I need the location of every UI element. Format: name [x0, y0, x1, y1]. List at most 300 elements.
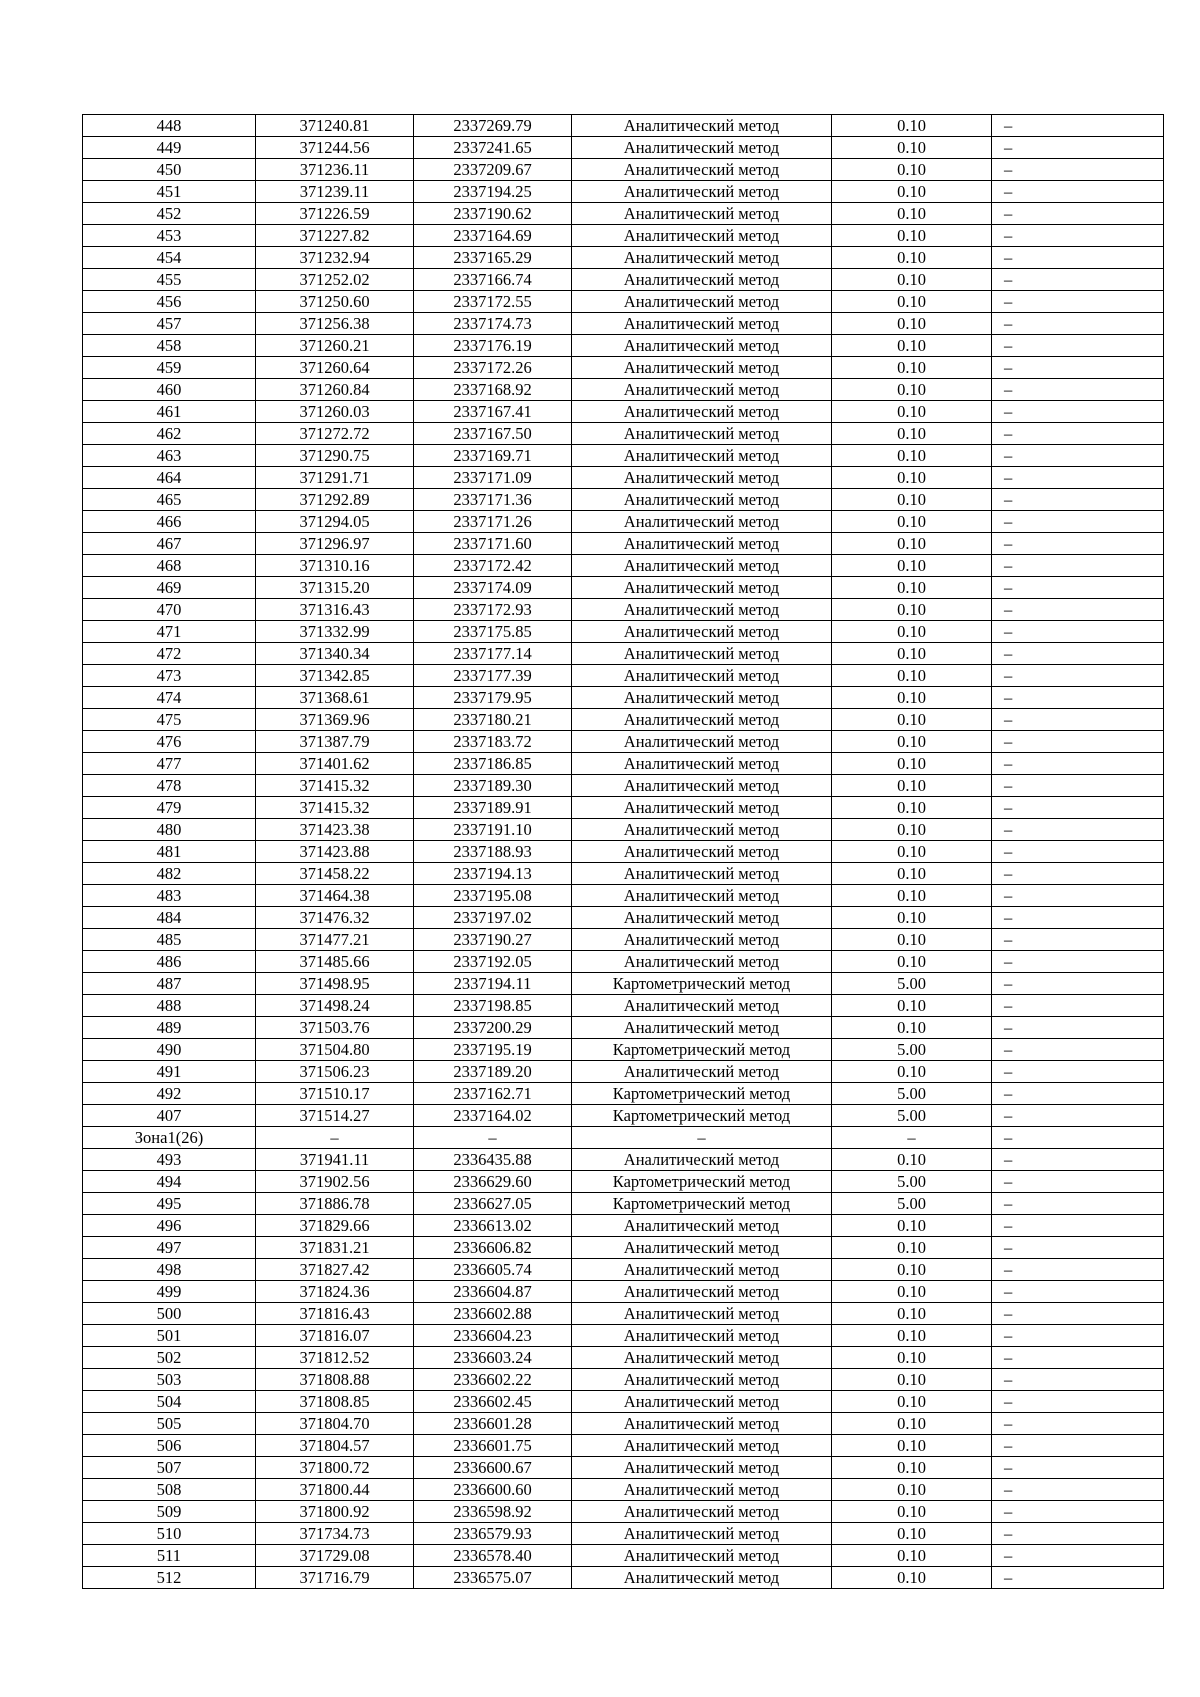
- x-coordinate-cell: 371296.97: [256, 533, 414, 555]
- x-coordinate-cell: 371368.61: [256, 687, 414, 709]
- point-number-cell: 473: [83, 665, 256, 687]
- table-row: [83, 775, 1164, 797]
- method-cell: Аналитический метод: [572, 379, 832, 401]
- y-coordinate-cell: 2336601.75: [414, 1435, 572, 1457]
- table-row: [83, 555, 1164, 577]
- x-coordinate-cell: 371816.43: [256, 1303, 414, 1325]
- table-row: [83, 929, 1164, 951]
- x-coordinate-cell: 371477.21: [256, 929, 414, 951]
- table-row: [83, 1215, 1164, 1237]
- y-coordinate-cell: 2336605.74: [414, 1259, 572, 1281]
- note-cell: –: [992, 159, 1164, 181]
- method-cell: Аналитический метод: [572, 203, 832, 225]
- point-number-cell: 456: [83, 291, 256, 313]
- point-number-cell: 501: [83, 1325, 256, 1347]
- x-coordinate-cell: 371244.56: [256, 137, 414, 159]
- accuracy-cell: 0.10: [832, 225, 992, 247]
- y-coordinate-cell: 2336606.82: [414, 1237, 572, 1259]
- method-cell: Аналитический метод: [572, 137, 832, 159]
- accuracy-cell: 0.10: [832, 533, 992, 555]
- accuracy-cell: 0.10: [832, 731, 992, 753]
- accuracy-cell: 5.00: [832, 1105, 992, 1127]
- method-cell: Аналитический метод: [572, 709, 832, 731]
- accuracy-cell: 0.10: [832, 709, 992, 731]
- note-cell: –: [992, 1545, 1164, 1567]
- note-cell: –: [992, 1127, 1164, 1149]
- y-coordinate-cell: 2337162.71: [414, 1083, 572, 1105]
- point-number-cell: 460: [83, 379, 256, 401]
- point-number-cell: 454: [83, 247, 256, 269]
- accuracy-cell: 0.10: [832, 687, 992, 709]
- accuracy-cell: 0.10: [832, 797, 992, 819]
- x-coordinate-cell: 371239.11: [256, 181, 414, 203]
- method-cell: Картометрический метод: [572, 1105, 832, 1127]
- method-cell: Аналитический метод: [572, 247, 832, 269]
- x-coordinate-cell: 371902.56: [256, 1171, 414, 1193]
- x-coordinate-cell: 371250.60: [256, 291, 414, 313]
- accuracy-cell: 0.10: [832, 1369, 992, 1391]
- accuracy-cell: 0.10: [832, 1545, 992, 1567]
- point-number-cell: 508: [83, 1479, 256, 1501]
- y-coordinate-cell: 2337172.55: [414, 291, 572, 313]
- table-row: [83, 753, 1164, 775]
- method-cell: Аналитический метод: [572, 643, 832, 665]
- method-cell: Аналитический метод: [572, 1567, 832, 1589]
- point-number-cell: 487: [83, 973, 256, 995]
- table-row: [83, 731, 1164, 753]
- note-cell: –: [992, 225, 1164, 247]
- accuracy-cell: 0.10: [832, 489, 992, 511]
- point-number-cell: 481: [83, 841, 256, 863]
- note-cell: –: [992, 181, 1164, 203]
- table-row: [83, 533, 1164, 555]
- note-cell: –: [992, 357, 1164, 379]
- table-row: [83, 973, 1164, 995]
- y-coordinate-cell: 2337168.92: [414, 379, 572, 401]
- accuracy-cell: 0.10: [832, 1413, 992, 1435]
- note-cell: –: [992, 379, 1164, 401]
- y-coordinate-cell: 2336629.60: [414, 1171, 572, 1193]
- x-coordinate-cell: 371514.27: [256, 1105, 414, 1127]
- point-number-cell: 459: [83, 357, 256, 379]
- y-coordinate-cell: 2337269.79: [414, 115, 572, 137]
- table-row: [83, 797, 1164, 819]
- method-cell: Аналитический метод: [572, 753, 832, 775]
- method-cell: Аналитический метод: [572, 1237, 832, 1259]
- point-number-cell: 448: [83, 115, 256, 137]
- y-coordinate-cell: 2336627.05: [414, 1193, 572, 1215]
- x-coordinate-cell: 371734.73: [256, 1523, 414, 1545]
- note-cell: –: [992, 555, 1164, 577]
- point-number-cell: 503: [83, 1369, 256, 1391]
- accuracy-cell: 0.10: [832, 511, 992, 533]
- accuracy-cell: 0.10: [832, 1347, 992, 1369]
- note-cell: –: [992, 1413, 1164, 1435]
- y-coordinate-cell: 2337166.74: [414, 269, 572, 291]
- point-number-cell: 455: [83, 269, 256, 291]
- x-coordinate-cell: 371316.43: [256, 599, 414, 621]
- point-number-cell: 499: [83, 1281, 256, 1303]
- y-coordinate-cell: 2337174.73: [414, 313, 572, 335]
- accuracy-cell: 0.10: [832, 1479, 992, 1501]
- note-cell: –: [992, 1171, 1164, 1193]
- x-coordinate-cell: 371226.59: [256, 203, 414, 225]
- point-number-cell: 493: [83, 1149, 256, 1171]
- method-cell: Аналитический метод: [572, 401, 832, 423]
- method-cell: Картометрический метод: [572, 973, 832, 995]
- y-coordinate-cell: 2337189.20: [414, 1061, 572, 1083]
- point-number-cell: 479: [83, 797, 256, 819]
- accuracy-cell: 0.10: [832, 203, 992, 225]
- table-row: [83, 1259, 1164, 1281]
- point-number-cell: 476: [83, 731, 256, 753]
- point-number-cell: 482: [83, 863, 256, 885]
- point-number-cell: 450: [83, 159, 256, 181]
- note-cell: –: [992, 621, 1164, 643]
- y-coordinate-cell: 2337200.29: [414, 1017, 572, 1039]
- y-coordinate-cell: 2337169.71: [414, 445, 572, 467]
- note-cell: –: [992, 1325, 1164, 1347]
- method-cell: Аналитический метод: [572, 225, 832, 247]
- x-coordinate-cell: 371227.82: [256, 225, 414, 247]
- note-cell: –: [992, 1061, 1164, 1083]
- method-cell: Аналитический метод: [572, 357, 832, 379]
- point-number-cell: 457: [83, 313, 256, 335]
- point-number-cell: 464: [83, 467, 256, 489]
- method-cell: Аналитический метод: [572, 489, 832, 511]
- table-row: [83, 1325, 1164, 1347]
- note-cell: –: [992, 1479, 1164, 1501]
- y-coordinate-cell: 2337179.95: [414, 687, 572, 709]
- x-coordinate-cell: 371236.11: [256, 159, 414, 181]
- point-number-cell: 463: [83, 445, 256, 467]
- accuracy-cell: 0.10: [832, 599, 992, 621]
- x-coordinate-cell: 371291.71: [256, 467, 414, 489]
- table-row: [83, 819, 1164, 841]
- table-row: [83, 269, 1164, 291]
- x-coordinate-cell: 371315.20: [256, 577, 414, 599]
- y-coordinate-cell: 2336601.28: [414, 1413, 572, 1435]
- method-cell: Аналитический метод: [572, 1325, 832, 1347]
- x-coordinate-cell: 371498.95: [256, 973, 414, 995]
- accuracy-cell: 0.10: [832, 357, 992, 379]
- point-number-cell: 407: [83, 1105, 256, 1127]
- table-row: [83, 1061, 1164, 1083]
- y-coordinate-cell: 2336579.93: [414, 1523, 572, 1545]
- y-coordinate-cell: 2337194.11: [414, 973, 572, 995]
- x-coordinate-cell: 371485.66: [256, 951, 414, 973]
- table-row: [83, 1171, 1164, 1193]
- note-cell: –: [992, 533, 1164, 555]
- table-row: [83, 1391, 1164, 1413]
- x-coordinate-cell: 371423.38: [256, 819, 414, 841]
- x-coordinate-cell: 371464.38: [256, 885, 414, 907]
- point-number-cell: 465: [83, 489, 256, 511]
- x-coordinate-cell: 371260.03: [256, 401, 414, 423]
- method-cell: Аналитический метод: [572, 1369, 832, 1391]
- accuracy-cell: 0.10: [832, 775, 992, 797]
- y-coordinate-cell: 2337176.19: [414, 335, 572, 357]
- point-number-cell: Зона1(26): [83, 1127, 256, 1149]
- note-cell: –: [992, 203, 1164, 225]
- table-row: [83, 1523, 1164, 1545]
- y-coordinate-cell: 2337183.72: [414, 731, 572, 753]
- x-coordinate-cell: 371504.80: [256, 1039, 414, 1061]
- accuracy-cell: 0.10: [832, 1567, 992, 1589]
- accuracy-cell: 0.10: [832, 819, 992, 841]
- accuracy-cell: 0.10: [832, 467, 992, 489]
- x-coordinate-cell: 371310.16: [256, 555, 414, 577]
- x-coordinate-cell: 371729.08: [256, 1545, 414, 1567]
- note-cell: –: [992, 577, 1164, 599]
- note-cell: –: [992, 1083, 1164, 1105]
- table-row: [83, 709, 1164, 731]
- note-cell: –: [992, 731, 1164, 753]
- x-coordinate-cell: 371340.34: [256, 643, 414, 665]
- y-coordinate-cell: 2336598.92: [414, 1501, 572, 1523]
- point-number-cell: 489: [83, 1017, 256, 1039]
- note-cell: –: [992, 841, 1164, 863]
- accuracy-cell: 0.10: [832, 1061, 992, 1083]
- point-number-cell: 488: [83, 995, 256, 1017]
- accuracy-cell: 0.10: [832, 929, 992, 951]
- x-coordinate-cell: –: [256, 1127, 414, 1149]
- accuracy-cell: 0.10: [832, 269, 992, 291]
- method-cell: Аналитический метод: [572, 335, 832, 357]
- table-row: [83, 423, 1164, 445]
- y-coordinate-cell: 2337194.25: [414, 181, 572, 203]
- y-coordinate-cell: 2337171.60: [414, 533, 572, 555]
- table-row: [83, 885, 1164, 907]
- note-cell: –: [992, 863, 1164, 885]
- method-cell: Аналитический метод: [572, 291, 832, 313]
- method-cell: Аналитический метод: [572, 951, 832, 973]
- point-number-cell: 451: [83, 181, 256, 203]
- accuracy-cell: 0.10: [832, 1215, 992, 1237]
- point-number-cell: 453: [83, 225, 256, 247]
- table-row: [83, 203, 1164, 225]
- table-row: [83, 1369, 1164, 1391]
- note-cell: –: [992, 995, 1164, 1017]
- y-coordinate-cell: 2337165.29: [414, 247, 572, 269]
- table-row: [83, 665, 1164, 687]
- note-cell: –: [992, 511, 1164, 533]
- note-cell: –: [992, 753, 1164, 775]
- x-coordinate-cell: 371831.21: [256, 1237, 414, 1259]
- note-cell: –: [992, 489, 1164, 511]
- method-cell: Картометрический метод: [572, 1193, 832, 1215]
- method-cell: Аналитический метод: [572, 1435, 832, 1457]
- y-coordinate-cell: 2337209.67: [414, 159, 572, 181]
- table-row: [83, 137, 1164, 159]
- y-coordinate-cell: 2336575.07: [414, 1567, 572, 1589]
- accuracy-cell: 0.10: [832, 995, 992, 1017]
- method-cell: Аналитический метод: [572, 1281, 832, 1303]
- x-coordinate-cell: 371886.78: [256, 1193, 414, 1215]
- y-coordinate-cell: 2336578.40: [414, 1545, 572, 1567]
- point-number-cell: 461: [83, 401, 256, 423]
- x-coordinate-cell: 371827.42: [256, 1259, 414, 1281]
- accuracy-cell: 0.10: [832, 335, 992, 357]
- accuracy-cell: 0.10: [832, 1523, 992, 1545]
- method-cell: Аналитический метод: [572, 797, 832, 819]
- y-coordinate-cell: 2337167.41: [414, 401, 572, 423]
- accuracy-cell: 5.00: [832, 1039, 992, 1061]
- accuracy-cell: 0.10: [832, 1149, 992, 1171]
- x-coordinate-cell: 371401.62: [256, 753, 414, 775]
- note-cell: –: [992, 1457, 1164, 1479]
- table-row: [83, 907, 1164, 929]
- y-coordinate-cell: 2337186.85: [414, 753, 572, 775]
- point-number-cell: 506: [83, 1435, 256, 1457]
- accuracy-cell: 5.00: [832, 1193, 992, 1215]
- y-coordinate-cell: 2337164.02: [414, 1105, 572, 1127]
- table-row: [83, 1457, 1164, 1479]
- point-number-cell: 470: [83, 599, 256, 621]
- x-coordinate-cell: 371829.66: [256, 1215, 414, 1237]
- note-cell: –: [992, 269, 1164, 291]
- x-coordinate-cell: 371498.24: [256, 995, 414, 1017]
- point-number-cell: 504: [83, 1391, 256, 1413]
- note-cell: –: [992, 643, 1164, 665]
- x-coordinate-cell: 371240.81: [256, 115, 414, 137]
- method-cell: Аналитический метод: [572, 1523, 832, 1545]
- method-cell: Аналитический метод: [572, 423, 832, 445]
- y-coordinate-cell: 2336602.45: [414, 1391, 572, 1413]
- table-row: [83, 1149, 1164, 1171]
- x-coordinate-cell: 371415.32: [256, 775, 414, 797]
- point-number-cell: 462: [83, 423, 256, 445]
- table-row: [83, 621, 1164, 643]
- table-row: [83, 1413, 1164, 1435]
- y-coordinate-cell: 2336604.23: [414, 1325, 572, 1347]
- method-cell: Аналитический метод: [572, 1303, 832, 1325]
- x-coordinate-cell: 371252.02: [256, 269, 414, 291]
- method-cell: Аналитический метод: [572, 1479, 832, 1501]
- accuracy-cell: 0.10: [832, 1391, 992, 1413]
- y-coordinate-cell: –: [414, 1127, 572, 1149]
- accuracy-cell: 0.10: [832, 577, 992, 599]
- accuracy-cell: 0.10: [832, 445, 992, 467]
- y-coordinate-cell: 2337189.30: [414, 775, 572, 797]
- accuracy-cell: 0.10: [832, 907, 992, 929]
- note-cell: –: [992, 819, 1164, 841]
- accuracy-cell: 0.10: [832, 1259, 992, 1281]
- x-coordinate-cell: 371294.05: [256, 511, 414, 533]
- accuracy-cell: 0.10: [832, 137, 992, 159]
- note-cell: –: [992, 1567, 1164, 1589]
- note-cell: –: [992, 401, 1164, 423]
- note-cell: –: [992, 1281, 1164, 1303]
- y-coordinate-cell: 2337171.36: [414, 489, 572, 511]
- method-cell: Аналитический метод: [572, 1545, 832, 1567]
- method-cell: Аналитический метод: [572, 511, 832, 533]
- method-cell: Аналитический метод: [572, 731, 832, 753]
- point-number-cell: 502: [83, 1347, 256, 1369]
- point-number-cell: 505: [83, 1413, 256, 1435]
- note-cell: –: [992, 1237, 1164, 1259]
- y-coordinate-cell: 2337191.10: [414, 819, 572, 841]
- accuracy-cell: 0.10: [832, 841, 992, 863]
- point-number-cell: 496: [83, 1215, 256, 1237]
- table-row: [83, 313, 1164, 335]
- note-cell: –: [992, 687, 1164, 709]
- y-coordinate-cell: 2337241.65: [414, 137, 572, 159]
- table-row: [83, 643, 1164, 665]
- x-coordinate-cell: 371290.75: [256, 445, 414, 467]
- note-cell: –: [992, 423, 1164, 445]
- y-coordinate-cell: 2336603.24: [414, 1347, 572, 1369]
- x-coordinate-cell: 371804.57: [256, 1435, 414, 1457]
- note-cell: –: [992, 1259, 1164, 1281]
- x-coordinate-cell: 371387.79: [256, 731, 414, 753]
- method-cell: Аналитический метод: [572, 621, 832, 643]
- point-number-cell: 467: [83, 533, 256, 555]
- y-coordinate-cell: 2337175.85: [414, 621, 572, 643]
- method-cell: Аналитический метод: [572, 445, 832, 467]
- x-coordinate-cell: 371256.38: [256, 313, 414, 335]
- y-coordinate-cell: 2337197.02: [414, 907, 572, 929]
- accuracy-cell: 5.00: [832, 1083, 992, 1105]
- accuracy-cell: 0.10: [832, 1017, 992, 1039]
- method-cell: Аналитический метод: [572, 995, 832, 1017]
- note-cell: –: [992, 247, 1164, 269]
- note-cell: –: [992, 1105, 1164, 1127]
- y-coordinate-cell: 2336604.87: [414, 1281, 572, 1303]
- accuracy-cell: 0.10: [832, 115, 992, 137]
- table-row: [83, 1303, 1164, 1325]
- point-number-cell: 490: [83, 1039, 256, 1061]
- method-cell: Аналитический метод: [572, 1391, 832, 1413]
- method-cell: Картометрический метод: [572, 1083, 832, 1105]
- method-cell: Аналитический метод: [572, 1149, 832, 1171]
- note-cell: –: [992, 907, 1164, 929]
- y-coordinate-cell: 2336602.22: [414, 1369, 572, 1391]
- table-row: [83, 467, 1164, 489]
- x-coordinate-cell: 371232.94: [256, 247, 414, 269]
- x-coordinate-cell: 371332.99: [256, 621, 414, 643]
- accuracy-cell: 0.10: [832, 291, 992, 313]
- method-cell: Аналитический метод: [572, 599, 832, 621]
- y-coordinate-cell: 2337188.93: [414, 841, 572, 863]
- point-number-cell: 507: [83, 1457, 256, 1479]
- y-coordinate-cell: 2337171.26: [414, 511, 572, 533]
- table-row: [83, 357, 1164, 379]
- method-cell: Аналитический метод: [572, 819, 832, 841]
- accuracy-cell: 0.10: [832, 951, 992, 973]
- point-number-cell: 492: [83, 1083, 256, 1105]
- y-coordinate-cell: 2337171.09: [414, 467, 572, 489]
- table-row: [83, 1435, 1164, 1457]
- x-coordinate-cell: 371510.17: [256, 1083, 414, 1105]
- accuracy-cell: –: [832, 1127, 992, 1149]
- point-number-cell: 483: [83, 885, 256, 907]
- y-coordinate-cell: 2337177.14: [414, 643, 572, 665]
- table-row: [83, 1017, 1164, 1039]
- point-number-cell: 469: [83, 577, 256, 599]
- x-coordinate-cell: 371458.22: [256, 863, 414, 885]
- x-coordinate-cell: 371800.72: [256, 1457, 414, 1479]
- y-coordinate-cell: 2337172.93: [414, 599, 572, 621]
- accuracy-cell: 0.10: [832, 863, 992, 885]
- table-row: [83, 181, 1164, 203]
- table-row: [83, 379, 1164, 401]
- point-number-cell: 468: [83, 555, 256, 577]
- accuracy-cell: 0.10: [832, 247, 992, 269]
- y-coordinate-cell: 2336435.88: [414, 1149, 572, 1171]
- point-number-cell: 484: [83, 907, 256, 929]
- accuracy-cell: 0.10: [832, 885, 992, 907]
